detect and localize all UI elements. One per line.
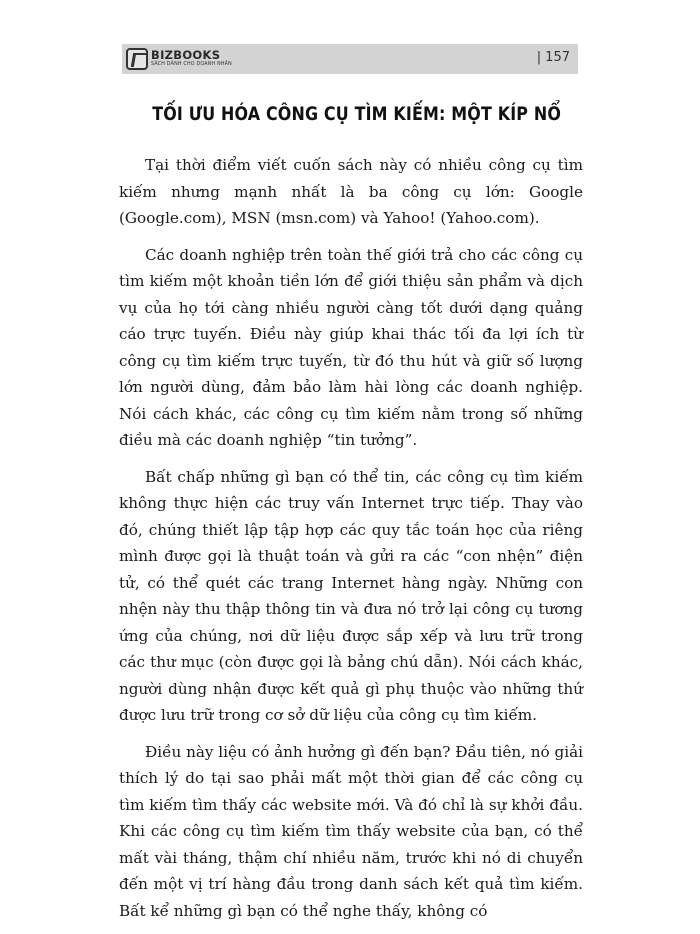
page-number-separator: | <box>536 50 542 65</box>
paragraph-4: Điều này liệu có ảnh hưởng gì đến bạn? Đầu tiên, nó giải thích lý do tại sao phải mất một thời gian để các công cụ tìm kiếm tìm thấy các website mới. Và đó chỉ là sự khởi đầu. Khi các công cụ tìm kiếm tìm thấy website của bạn, có thể mất vài tháng, thậm chí nhiều năm, trước khi nó di chuyển đến một vị trí hàng đầu trong danh sách kết quả tìm kiếm. Bất kể những gì bạn có thể nghe thấy, không có <box>119 742 583 920</box>
logo-tagline: SÁCH DÀNH CHO DOANH NHÂN <box>151 61 232 67</box>
paragraph-2: Các doanh nghiệp trên toàn thế giới trả cho các công cụ tìm kiếm một khoản tiền lớn để giới thiệu sản phẩm và dịch vụ của họ tới càng nhiều người càng tốt dưới dạng quảng cáo trực tuyến. Điều này giúp khai thác tối đa lợi ích từ công cụ tìm kiếm trực tuyến, từ đó thu hút và giữ số lượng lớn người dùng, đảm bảo làm hài lòng các doanh nghiệp. Nói cách khác, các công cụ tìm kiếm nằm trong số những điều mà các doanh nghiệp “tin tưởng”. <box>119 245 583 449</box>
logo-text <box>151 50 232 67</box>
bizbooks-logo-icon <box>126 48 148 70</box>
logo-name: BIZBOOKS <box>151 48 221 63</box>
paragraph-1: Tại thời điểm viết cuốn sách này có nhiều công cụ tìm kiếm nhưng mạnh nhất là ba công cụ lớn: Google (Google.com), MSN (msn.com) và Yahoo! (Yahoo.com). <box>119 156 583 227</box>
page-number-value: 157 <box>545 50 570 65</box>
publisher-logo <box>126 47 232 71</box>
chapter-title: TỐI ƯU HÓA CÔNG CỤ TÌM KIẾM: MỘT KÍP NỔ <box>152 104 562 125</box>
body-text <box>119 152 583 934</box>
running-header <box>122 44 578 74</box>
paragraph-3: Bất chấp những gì bạn có thể tin, các công cụ tìm kiếm không thực hiện các truy vấn Internet trực tiếp. Thay vào đó, chúng thiết lập tập hợp các quy tắc toán học của riêng mình được gọi là thuật toán và gửi ra các “con nhện” điện tử, có thể quét các trang Internet hàng ngày. Những con nhện này thu thập thông tin và đưa nó trở lại công cụ tương ứng của chúng, nơi dữ liệu được sắp xếp và lưu trữ trong các thư mục (còn được gọi là bảng chú dẫn). Nói cách khác, người dùng nhận được kết quả gì phụ thuộc vào những thứ được lưu trữ trong cơ sở dữ liệu của công cụ tìm kiếm. <box>119 467 583 724</box>
page-number <box>537 50 570 65</box>
